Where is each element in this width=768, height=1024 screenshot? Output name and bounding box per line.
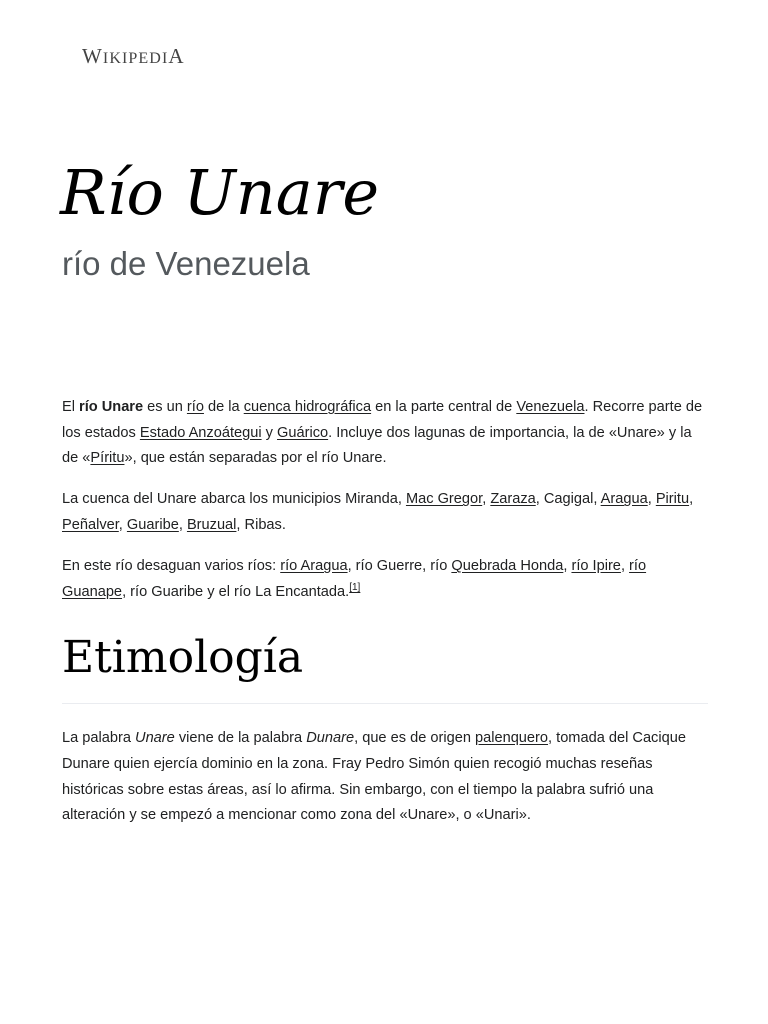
link-penalver[interactable]: Peñalver [62, 516, 119, 533]
intro-paragraph-3: En este río desaguan varios ríos: río Aragua, río Guerre, río Quebrada Honda, río Ipire, río Guanape, río Guaribe y el río La Encantada.[1] [62, 558, 647, 600]
reference-1[interactable]: [1] [349, 581, 361, 593]
section-etimologia [62, 726, 708, 828]
link-piritu-municipio[interactable]: Piritu [655, 491, 690, 508]
link-guaribe[interactable]: Guaribe [126, 516, 179, 533]
link-rio-ipire[interactable]: río Ipire [571, 558, 621, 575]
link-bruzual[interactable]: Bruzual [186, 516, 237, 533]
link-mac-gregor[interactable]: Mac Gregor [405, 491, 483, 508]
page-title: Río Unare [60, 156, 380, 229]
intro-paragraph-2: La cuenca del Unare abarca los municipios Miranda, Mac Gregor, Zaraza, Cagigal, Aragua, Piritu, Peñalver, Guaribe, Bruzual, Ribas. [62, 491, 694, 533]
link-cuenca-hidrografica[interactable]: cuenca hidrográfica [243, 399, 372, 415]
link-piritu[interactable]: Píritu [90, 450, 125, 467]
page-description: río de Venezuela [62, 245, 310, 282]
article-content [62, 395, 708, 844]
link-rio[interactable]: río [186, 399, 204, 415]
link-rio-aragua[interactable]: río Aragua [280, 558, 348, 575]
link-aragua[interactable]: Aragua [600, 491, 648, 508]
bold-term: río Unare [79, 399, 144, 415]
link-rio-guanape[interactable]: río Guanape [62, 558, 647, 600]
intro-paragraph-1: El río Unare es un río de la cuenca hidrográfica en la parte central de Venezuela. Recorre parte de los estados Estado Anzoátegui y Guárico. Incluye dos lagunas de importancia, la de «Unare» y la de «Píritu», que están separadas por el río Unare. [62, 399, 703, 467]
link-zaraza[interactable]: Zaraza [490, 491, 536, 508]
link-estado-anzoategui[interactable]: Estado Anzoátegui [139, 424, 262, 441]
link-venezuela[interactable]: Venezuela [516, 399, 585, 415]
section-heading-etimologia: Etimología [62, 629, 708, 704]
link-quebrada-honda[interactable]: Quebrada Honda [451, 558, 564, 575]
etimologia-paragraph-1: La palabra Unare viene de la palabra Dunare, que es de origen palenquero, tomada del Cacique Dunare quien ejercía dominio en la zona. Fray Pedro Simón quien recogió muchas reseñas históricas sobre estas áreas, así lo afirma. Sin embargo, con el tiempo la palabra sufrió una alteración y se empezó a mencionar como zona del «Unare», o «Unari». [62, 730, 686, 824]
link-guarico[interactable]: Guárico [277, 424, 329, 441]
wikipedia-logo[interactable]: WIKIPEDIA [82, 44, 185, 68]
link-palenquero[interactable]: palenquero [474, 730, 549, 747]
